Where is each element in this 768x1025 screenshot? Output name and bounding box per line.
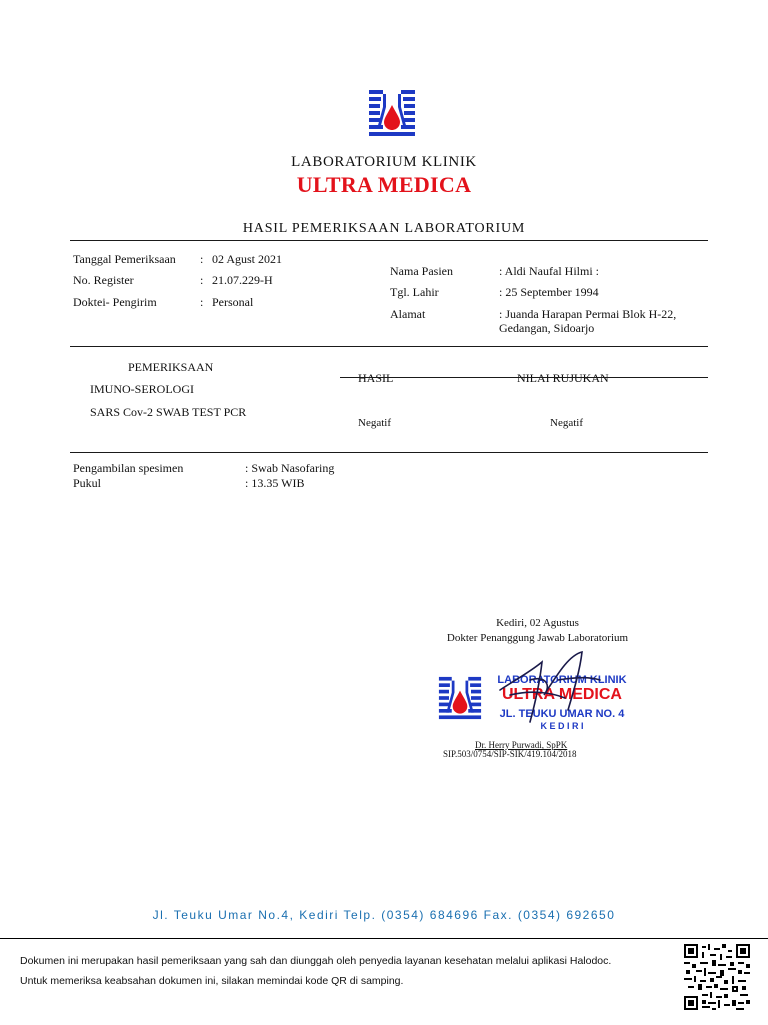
sender-label: Doktei- Pengirim bbox=[73, 295, 157, 309]
test-name: SARS Cov-2 SWAB TEST PCR bbox=[90, 405, 247, 419]
divider-header-strike bbox=[340, 377, 708, 378]
doctor-license: SIP.503/0754/SIP-SIK/419.104/2018 bbox=[443, 749, 577, 759]
notice-line-2: Untuk memeriksa keabsahan dokumen ini, silakan memindai kode QR di samping. bbox=[20, 975, 404, 987]
header-reference: NILAI RUJUKAN bbox=[517, 371, 609, 385]
patient-name-value: : Aldi Naufal Hilmi : bbox=[499, 264, 599, 278]
register-value: 21.07.229-H bbox=[212, 273, 273, 287]
footer-address: Jl. Teuku Umar No.4, Kediri Telp. (0354) 684696 Fax. (0354) 692650 bbox=[152, 908, 616, 922]
register-sep: : bbox=[200, 273, 204, 287]
signature-icon bbox=[470, 650, 610, 730]
qr-code-icon[interactable] bbox=[684, 944, 750, 1010]
notice-line-1: Dokumen ini merupakan hasil pemeriksaan yang sah dan diunggah oleh penyedia layanan kesehatan melalui aplikasi Halodoc. bbox=[20, 955, 612, 967]
divider-top bbox=[70, 240, 708, 241]
category-name: IMUNO-SEROLOGI bbox=[90, 382, 194, 396]
report-title: HASIL PEMERIKSAAN LABORATORIUM bbox=[242, 221, 526, 236]
place-date: Kediri, 02 Agustus bbox=[496, 617, 579, 629]
responsible-role: Dokter Penanggung Jawab Laboratorium bbox=[446, 632, 629, 644]
header-exam: PEMERIKSAAN bbox=[128, 360, 214, 374]
divider-results-bottom bbox=[70, 452, 708, 453]
lab-name-heading: ULTRA MEDICA bbox=[296, 172, 472, 197]
birthdate-value: : 25 September 1994 bbox=[499, 285, 599, 299]
exam-date-value: 02 Agust 2021 bbox=[212, 252, 283, 266]
address-label: Alamat bbox=[390, 307, 426, 321]
sender-sep: : bbox=[200, 295, 204, 309]
validation-notice bbox=[0, 938, 768, 1025]
test-result: Negatif bbox=[358, 417, 391, 429]
test-reference: Negatif bbox=[550, 417, 583, 429]
address-value: : Juanda Harapan Permai Blok H-22, Gedangan, Sidoarjo bbox=[499, 307, 677, 335]
sender-value: Personal bbox=[212, 295, 254, 309]
time-label: Pukul bbox=[73, 476, 102, 490]
register-label: No. Register bbox=[73, 273, 134, 287]
exam-date-label: Tanggal Pemeriksaan bbox=[73, 252, 176, 266]
divider-results-top bbox=[70, 346, 708, 347]
lab-logo-icon bbox=[368, 89, 416, 137]
header-result: HASIL bbox=[358, 371, 394, 385]
birthdate-label: Tgl. Lahir bbox=[390, 285, 439, 299]
doctor-name: Dr. Herry Purwadi, SpPK bbox=[475, 740, 568, 750]
time-value: : 13.35 WIB bbox=[245, 476, 305, 490]
lab-type-heading: LABORATORIUM KLINIK bbox=[291, 154, 477, 170]
stamp-line-4: K E D I R I bbox=[540, 721, 584, 731]
specimen-label: Pengambilan spesimen bbox=[73, 461, 184, 475]
specimen-value: : Swab Nasofaring bbox=[245, 461, 335, 475]
stamp-line-3: JL. TEUKU UMAR NO. 4 bbox=[499, 708, 625, 720]
stamp-line-2: ULTRA MEDICA bbox=[502, 686, 622, 703]
stamp-line-1: LABORATORIUM KLINIK bbox=[497, 674, 627, 686]
patient-name-label: Nama Pasien bbox=[390, 264, 453, 278]
exam-date-sep: : bbox=[200, 252, 204, 266]
